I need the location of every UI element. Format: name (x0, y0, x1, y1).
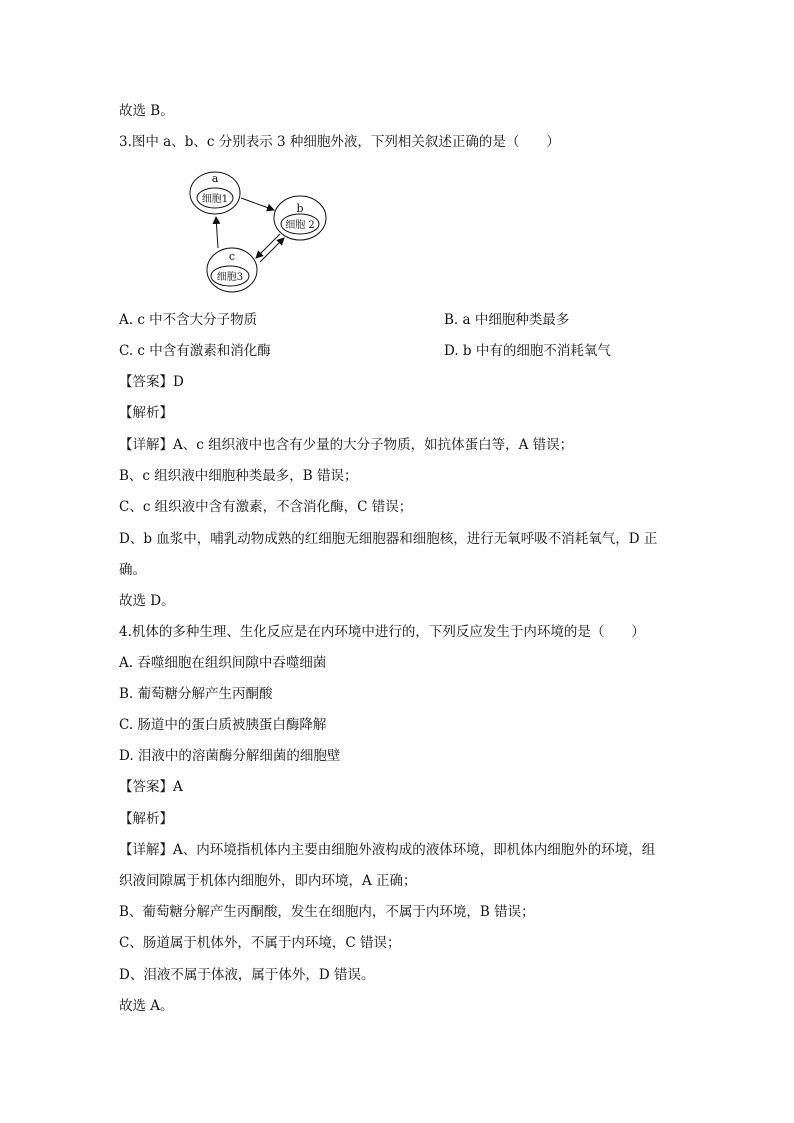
q4-conclusion: 故选 A。 (119, 998, 174, 1014)
label-cell1: 细胞1 (201, 194, 229, 205)
q3-conclusion: 故选 D。 (119, 593, 175, 609)
label-cell2: 细胞 2 (285, 220, 315, 231)
q4-stem: 4.机体的多种生理、生化反应是在内环境中进行的，下列反应发生于内环境的是（ ） (119, 624, 645, 640)
q3-stem: 3.图中 a、b、c 分别表示 3 种细胞外液，下列相关叙述正确的是（ ） (119, 134, 560, 150)
q3-answer: 【答案】D (119, 374, 184, 390)
q3-option-c: C. c 中含有激素和消化酶 (119, 343, 271, 359)
q4-detail-line: B、葡萄糖分解产生丙酮酸，发生在细胞内，不属于内环境，B 错误； (119, 904, 535, 920)
q4-detail-line: 【详解】A、内环境指机体内主要由细胞外液构成的液体环境，即机体内细胞外的环境，组 (119, 842, 656, 858)
arrow-c-to-a (216, 217, 218, 248)
q4-option-b: B. 葡萄糖分解产生丙酮酸 (119, 686, 273, 702)
label-b: b (296, 202, 304, 215)
q4-option-a: A. 吞噬细胞在组织间隙中吞噬细菌 (119, 655, 327, 671)
label-cell3: 细胞3 (216, 272, 244, 283)
q4-detail-line: D、泪液不属于体液，属于体外，D 错误。 (119, 967, 375, 983)
q3-option-a: A. c 中不含大分子物质 (119, 312, 258, 328)
q4-detail-line: 织液间隙属于机体内细胞外，即内环境，A 正确； (119, 873, 417, 889)
q3-option-d: D. b 中有的细胞不消耗氧气 (444, 343, 611, 359)
q4-option-d: D. 泪液中的溶菌酶分解细菌的细胞壁 (119, 748, 341, 764)
q3-detail-line: D、b 血浆中，哺乳动物成熟的红细胞无细胞器和细胞核，进行无氧呼吸不消耗氧气，D 正 (119, 531, 658, 547)
q3-detail-line: C、c 组织液中含有激素，不含消化酶，C 错误； (119, 499, 413, 515)
q3-detail-line: 【详解】A、c 组织液中也含有少量的大分子物质，如抗体蛋白等，A 错误； (119, 437, 574, 453)
q3-analysis-label: 【解析】 (119, 405, 173, 421)
q4-detail-line: C、肠道属于机体外，不属于内环境，C 错误； (119, 935, 401, 951)
q4-analysis-label: 【解析】 (119, 811, 173, 827)
q3-detail-line: B、c 组织液中细胞种类最多，B 错误； (119, 468, 358, 484)
arrow-a-to-b (241, 198, 274, 210)
q2-conclusion: 故选 B。 (119, 103, 174, 119)
q3-detail-line: 确。 (119, 562, 146, 578)
q3-option-b: B. a 中细胞种类最多 (444, 312, 570, 328)
extracellular-fluid-diagram (180, 165, 340, 300)
q4-answer: 【答案】A (119, 779, 183, 795)
label-a: a (211, 172, 219, 185)
q4-option-c: C. 肠道中的蛋白质被胰蛋白酶降解 (119, 717, 327, 733)
label-c: c (228, 250, 236, 263)
